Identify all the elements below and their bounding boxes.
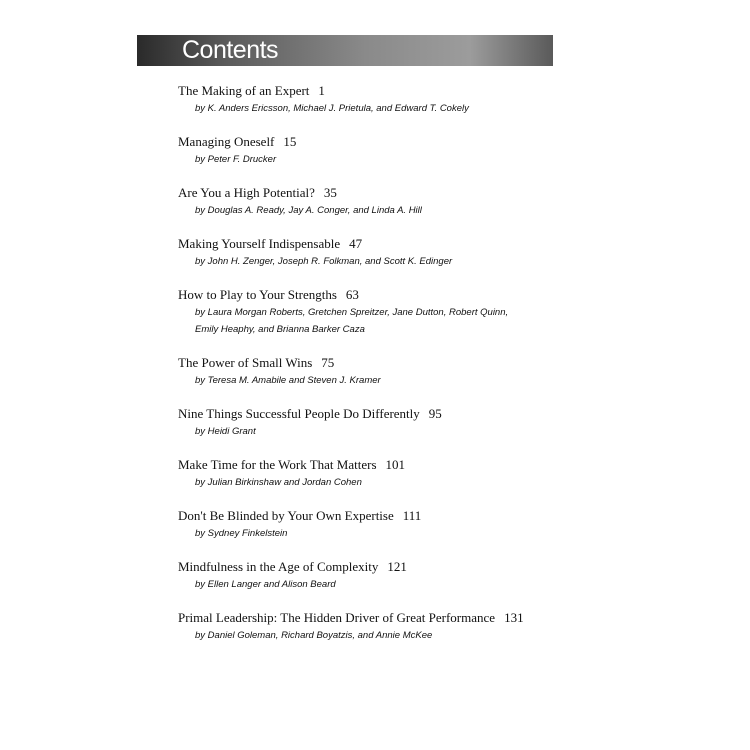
chapter-authors: by Laura Morgan Roberts, Gretchen Spreitzer, Jane Dutton, Robert Quinn, — [195, 307, 509, 318]
chapter-title: Don't Be Blinded by Your Own Expertise — [178, 508, 394, 523]
toc-entry — [178, 609, 578, 644]
page-number: 95 — [428, 406, 442, 421]
page-number: 111 — [402, 508, 422, 523]
page-number: 131 — [504, 610, 524, 625]
toc-entry — [178, 286, 578, 338]
table-of-contents — [178, 82, 578, 644]
toc-entry-title-line — [178, 609, 578, 627]
toc-entry — [178, 558, 578, 593]
chapter-title: How to Play to Your Strengths — [178, 287, 337, 302]
chapter-title: The Making of an Expert — [178, 83, 310, 98]
page-number: 15 — [283, 134, 297, 149]
page-title: Contents — [182, 36, 279, 64]
page-number: 63 — [345, 287, 359, 302]
toc-entry-title-line — [178, 558, 578, 576]
page-number: 35 — [323, 185, 337, 200]
chapter-authors: by Peter F. Drucker — [195, 154, 277, 165]
chapter-title: Are You a High Potential? — [178, 185, 315, 200]
toc-entry-title-line — [178, 133, 578, 151]
chapter-authors: by Ellen Langer and Alison Beard — [195, 579, 336, 590]
toc-entry-title-line — [178, 184, 578, 202]
toc-entry-title-line — [178, 507, 578, 525]
chapter-authors: by Daniel Goleman, Richard Boyatzis, and Annie McKee — [195, 630, 433, 641]
toc-entry — [178, 235, 578, 270]
chapter-authors: by Sydney Finkelstein — [195, 528, 288, 539]
toc-entry — [178, 507, 578, 542]
chapter-title: Nine Things Successful People Do Differently — [178, 406, 420, 421]
chapter-title: The Power of Small Wins — [178, 355, 313, 370]
chapter-authors: by Julian Birkinshaw and Jordan Cohen — [195, 477, 362, 488]
chapter-title: Make Time for the Work That Matters — [178, 457, 377, 472]
toc-entry-title-line — [178, 286, 578, 304]
page-number: 121 — [387, 559, 407, 574]
toc-entry-title-line — [178, 354, 578, 372]
toc-entry-title-line — [178, 405, 578, 423]
toc-entry — [178, 133, 578, 168]
chapter-title: Mindfulness in the Age of Complexity — [178, 559, 379, 574]
toc-entry — [178, 405, 578, 440]
page-number: 47 — [349, 236, 363, 251]
chapter-title: Making Yourself Indispensable — [178, 236, 341, 251]
toc-entry — [178, 456, 578, 491]
toc-entry-title-line — [178, 235, 578, 253]
chapter-title: Managing Oneself — [178, 134, 275, 149]
chapter-authors: by John H. Zenger, Joseph R. Folkman, and Scott K. Edinger — [195, 256, 453, 267]
chapter-authors: by Teresa M. Amabile and Steven J. Kramer — [195, 375, 381, 386]
page-number: 1 — [318, 83, 325, 98]
chapter-authors-continued: Emily Heaphy, and Brianna Barker Caza — [195, 324, 365, 335]
page-number: 101 — [385, 457, 406, 472]
contents-header-bar — [137, 35, 553, 66]
toc-entry — [178, 354, 578, 389]
chapter-authors: by Douglas A. Ready, Jay A. Conger, and Linda A. Hill — [195, 205, 422, 216]
toc-entry — [178, 82, 578, 117]
chapter-authors: by K. Anders Ericsson, Michael J. Prietula, and Edward T. Cokely — [195, 103, 469, 114]
chapter-title: Primal Leadership: The Hidden Driver of Great Performance — [178, 610, 496, 625]
toc-entry — [178, 184, 578, 219]
toc-entry-title-line — [178, 82, 578, 100]
page-number: 75 — [321, 355, 335, 370]
toc-entry-title-line — [178, 456, 578, 474]
chapter-authors: by Heidi Grant — [195, 426, 256, 437]
